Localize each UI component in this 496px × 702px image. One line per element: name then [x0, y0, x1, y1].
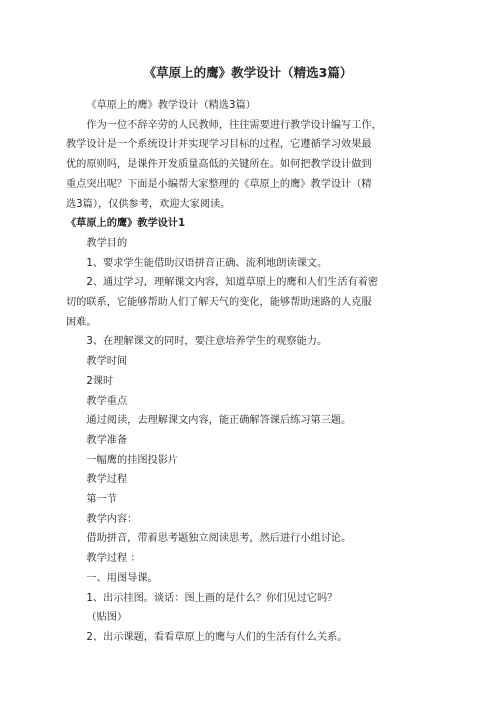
step-1-1: 1、出示挂图。谈话：图上画的是什么？你们见过它吗？ — [86, 592, 338, 604]
document-title: 《草原上的鹰》教学设计（精选3篇） — [143, 65, 353, 80]
intro-line-4: 重点突出呢？下面是小编帮大家整理的《草原上的鹰》教学设计（精 — [66, 178, 372, 190]
time-value: 2课时 — [86, 375, 114, 387]
section-heading: 《草原上的鹰》教学设计1 — [66, 218, 186, 230]
document-body — [66, 96, 438, 648]
intro-line-3: 优的原则吗，是课件开发质量高低的关键所在。如何把教学设计做到 — [66, 159, 372, 171]
content-label: 教学内容： — [86, 513, 138, 525]
focus-label: 教学重点 — [86, 395, 128, 407]
prep-label: 教学准备 — [86, 434, 128, 446]
step-1-2: 2、出示课题，看看草原上的鹰与人们的生活有什么关系。 — [86, 631, 348, 643]
goal-item-1: 1、要求学生能借助汉语拼音正确、流利地朗读课文。 — [86, 257, 328, 269]
lesson-1-label: 第一节 — [86, 494, 117, 506]
process-label-2: 教学过程 ： — [86, 553, 141, 565]
goal-item-2-line-2: 切的联系，它能够帮助人们了解天气的变化，能够帮助迷路的人克服 — [66, 297, 372, 309]
prep-value: 一幅鹰的挂图投影片 — [86, 454, 179, 466]
goal-label: 教学目的 — [86, 237, 128, 249]
intro-line-1: 作为一位不辞辛劳的人民教师，往往需要进行教学设计编写工作， — [86, 119, 382, 131]
time-label: 教学时间 — [86, 356, 128, 368]
content-value: 借助拼音，带着思考题独立阅读思考，然后进行小组讨论。 — [86, 533, 352, 545]
intro-subtitle: 《草原上的鹰》教学设计（精选3篇） — [86, 100, 256, 111]
goal-item-2-line-3: 困难。 — [66, 316, 97, 328]
intro-line-2: 教学设计是一个系统设计并实现学习目标的过程，它遵循学习效果最 — [66, 139, 372, 151]
goal-item-3: 3、在理解课文的同时，要注意培养学生的观察能力。 — [86, 336, 328, 348]
step-1: 一、用图导课。 — [86, 572, 158, 584]
process-label: 教学过程 — [86, 474, 128, 486]
focus-value: 通过阅读，去理解课文内容，能正确解答课后练习第三题。 — [86, 415, 352, 427]
step-1-1-note: （贴图） — [86, 612, 128, 624]
goal-item-2-line-1: 2、通过学习，理解课文内容，知道草原上的鹰和人们生活有着密 — [86, 277, 379, 289]
intro-line-5: 选3篇），仅供参考，欢迎大家阅读。 — [66, 198, 231, 210]
